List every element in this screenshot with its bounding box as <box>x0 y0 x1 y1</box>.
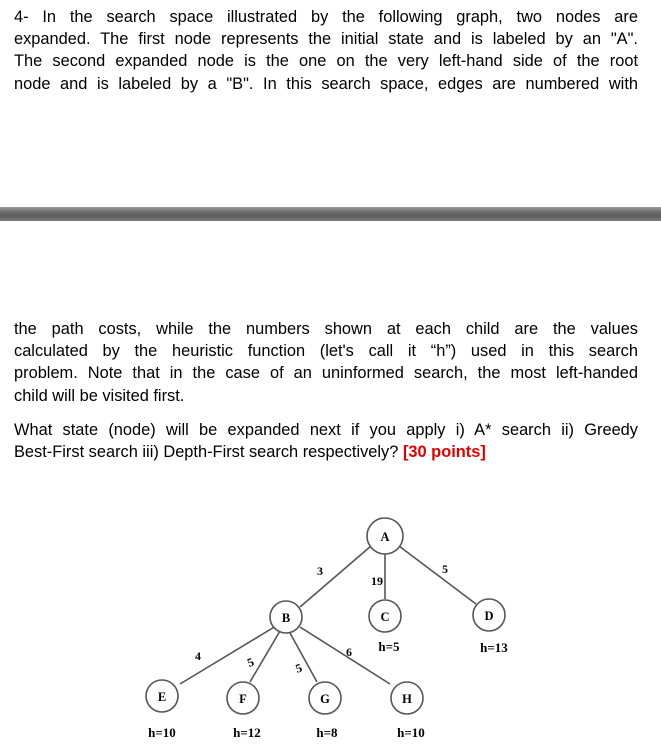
edge-cost-a-b: 3 <box>317 564 323 578</box>
node-f-label: F <box>239 692 247 706</box>
question-line: node and is labeled by a "B". In this search space, edges are numbered with <box>14 74 638 93</box>
edge-a-b <box>300 546 371 607</box>
node-g-label: G <box>320 692 330 706</box>
node-f-heuristic: h=12 <box>233 725 261 740</box>
node-c-label: C <box>380 610 390 624</box>
edge-cost-b-e: 4 <box>195 649 201 663</box>
node-e-heuristic: h=10 <box>148 725 176 740</box>
edge-b-g <box>290 633 317 682</box>
question-line: problem. Note that in the case of an uninformed search, the most left-handed <box>14 364 638 383</box>
node-e-label: E <box>157 690 167 704</box>
node-a-label: A <box>380 530 390 544</box>
edge-cost-a-c: 19 <box>371 574 383 588</box>
question-line: expanded. The first node represents the initial state and is labeled by an "A". <box>14 30 638 49</box>
question-line: 4- In the search space illustrated by the following graph, two nodes are <box>14 8 638 26</box>
question-line: calculated by the heuristic function (let's call it “h”) used in this search <box>14 342 638 361</box>
node-g-heuristic: h=8 <box>316 725 338 740</box>
edge-a-d <box>399 546 476 604</box>
question-line: the path costs, while the numbers shown at each child are the values <box>14 320 638 338</box>
edge-cost-b-g: 5 <box>293 660 304 676</box>
points-label: [30 points] <box>402 443 486 462</box>
node-b-label: B <box>281 611 291 625</box>
node-c-heuristic: h=5 <box>378 639 400 654</box>
question-line: The second expanded node is the one on the very left-hand side of the root <box>14 52 638 71</box>
node-d-label: D <box>484 609 494 623</box>
node-h-heuristic: h=10 <box>397 725 425 740</box>
node-h-label: H <box>402 692 412 706</box>
node-d-heuristic: h=13 <box>480 640 508 655</box>
question-line: child will be visited first. <box>14 386 185 405</box>
edge-cost-b-h: 6 <box>346 645 352 659</box>
edge-cost-a-d: 5 <box>442 562 448 576</box>
question-ask-line1: What state (node) will be expanded next if you apply i) A* search ii) Greedy <box>14 421 638 439</box>
question-ask-line2-text: Best-First search iii) Depth-First search respectively? <box>14 443 399 462</box>
edge-cost-b-f: 5 <box>245 654 256 670</box>
